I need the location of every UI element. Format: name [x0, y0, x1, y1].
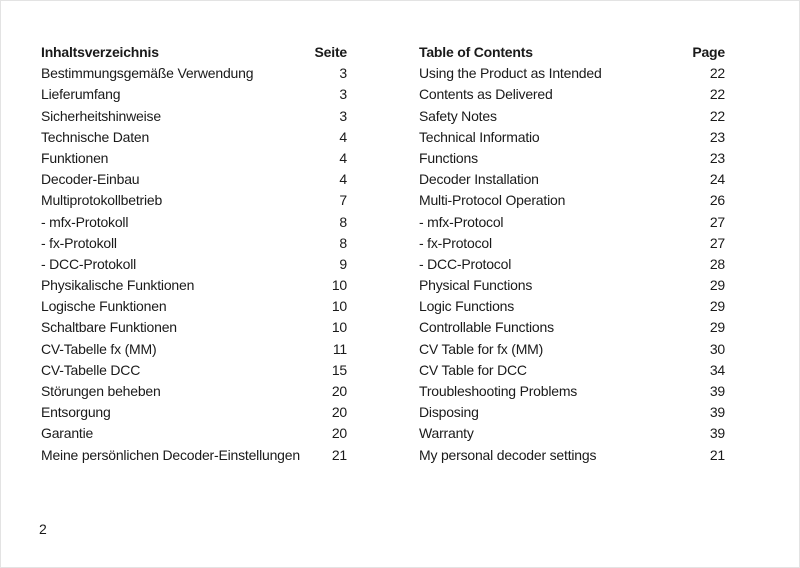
toc-entry	[419, 445, 725, 466]
toc-entry-page: 39	[709, 383, 725, 399]
toc-entry	[41, 127, 347, 148]
toc-entry-page: 23	[709, 149, 725, 166]
toc-entry-page: 3	[339, 86, 347, 103]
toc-entry	[419, 233, 725, 254]
toc-entry-label: Entsorgung	[41, 404, 111, 421]
toc-entry	[419, 275, 725, 296]
toc-entry-label: Disposing	[419, 404, 479, 421]
toc-entry	[419, 360, 725, 381]
toc-entry-page: 11	[332, 340, 347, 357]
toc-entry-label: Physikalische Funktionen	[41, 277, 195, 294]
toc-entry-page: 4	[339, 149, 347, 166]
toc-entry-page: 20	[331, 383, 347, 399]
toc-entry	[419, 402, 725, 423]
toc-entry-page: 4	[339, 128, 347, 145]
toc-page-label-english: Page	[692, 44, 725, 60]
toc-entry-label: CV-Tabelle DCC	[41, 361, 141, 378]
toc-entry	[419, 190, 725, 211]
toc-entry-page: 29	[709, 277, 725, 294]
toc-entry-label: Technische Daten	[41, 128, 150, 145]
toc-entry-label: Logische Funktionen	[41, 298, 167, 315]
toc-entry-label: - mfx-Protocol	[419, 213, 504, 230]
toc-entry	[419, 63, 725, 84]
toc-entry-label: Sicherheitshinweise	[41, 107, 161, 124]
toc-entry-page: 23	[709, 128, 725, 145]
toc-entry	[419, 254, 725, 275]
toc-entry-page: 3	[339, 65, 347, 82]
toc-column-english	[419, 42, 725, 466]
toc-entry-label: Functions	[419, 149, 478, 166]
toc-entry	[41, 275, 347, 296]
toc-entry	[41, 212, 347, 233]
toc-entry-page: 8	[339, 213, 347, 230]
toc-entry-page: 22	[709, 107, 725, 124]
toc-entry	[41, 402, 347, 423]
toc-entry-label: - fx-Protokoll	[41, 234, 117, 251]
toc-entry	[419, 212, 725, 233]
toc-entry-page: 34	[709, 361, 725, 378]
toc-entry	[41, 190, 347, 211]
toc-entry	[41, 233, 347, 254]
toc-entry-label: Decoder-Einbau	[41, 171, 140, 188]
toc-entry-label: Multiprotokollbetrieb	[41, 192, 163, 209]
toc-entry-page: 28	[709, 255, 725, 272]
toc-entry	[41, 445, 347, 466]
toc-entry	[41, 84, 347, 105]
toc-entries-german	[41, 63, 347, 466]
toc-entry	[419, 106, 725, 127]
toc-entry	[419, 148, 725, 169]
toc-title-english: Table of Contents	[419, 44, 533, 60]
toc-entry-page: 8	[339, 234, 347, 251]
toc-entry	[41, 254, 347, 275]
toc-entry-page: 10	[331, 298, 347, 315]
toc-entry	[41, 360, 347, 381]
toc-entry-page: 10	[331, 319, 347, 336]
toc-entry-label: Meine persönlichen Decoder-Einstellungen	[41, 446, 300, 463]
toc-entry-label: Garantie	[41, 425, 94, 442]
toc-entry-page: 29	[709, 298, 725, 315]
toc-entry-label: Störungen beheben	[41, 383, 161, 399]
toc-entry	[419, 169, 725, 190]
toc-entry-label: Schaltbare Funktionen	[41, 319, 177, 336]
toc-entry	[419, 296, 725, 317]
toc-entry-page: 27	[709, 213, 725, 230]
toc-entry	[41, 169, 347, 190]
toc-entry-page: 22	[709, 65, 725, 82]
toc-entry-page: 21	[331, 446, 347, 463]
toc-entry-label: Decoder Installation	[419, 171, 539, 188]
toc-entry	[41, 106, 347, 127]
toc-entry-label: Safety Notes	[419, 107, 497, 124]
toc-entry-page: 9	[339, 255, 347, 272]
toc-entries-english	[419, 63, 725, 466]
toc-entry-page: 26	[709, 192, 725, 209]
toc-entry	[41, 381, 347, 402]
toc-entry	[41, 339, 347, 360]
toc-entry-label: CV Table for fx (MM)	[419, 340, 544, 357]
toc-entry	[419, 84, 725, 105]
toc-entry-page: 30	[709, 340, 725, 357]
toc-entry-label: Troubleshooting Problems	[419, 383, 578, 399]
toc-entry-page: 7	[339, 192, 347, 209]
toc-entry-page: 29	[709, 319, 725, 336]
toc-entry-page: 27	[709, 234, 725, 251]
toc-entry-page: 20	[331, 404, 347, 421]
toc-entry-page: 24	[709, 171, 725, 188]
toc-entry-label: Physical Functions	[419, 277, 533, 294]
toc-entry	[419, 423, 725, 444]
toc-entry-label: Warranty	[419, 425, 474, 442]
toc-entry-label: Bestimmungsgemäße Verwendung	[41, 65, 254, 82]
page-number: 2	[39, 521, 47, 537]
toc-entry-page: 4	[339, 171, 347, 188]
toc-header-german	[41, 42, 347, 63]
toc-entry-page: 21	[709, 446, 725, 463]
toc-entry-label: Multi-Protocol Operation	[419, 192, 566, 209]
toc-entry-label: Using the Product as Intended	[419, 65, 602, 82]
toc-entry-label: CV Table for DCC	[419, 361, 527, 378]
toc-column-german	[41, 42, 347, 466]
toc-entry	[41, 63, 347, 84]
toc-entry-page: 22	[709, 86, 725, 103]
toc-entry-page: 39	[709, 425, 725, 442]
toc-entry-page: 39	[709, 404, 725, 421]
toc-header-english	[419, 42, 725, 63]
toc-entry-page: 20	[331, 425, 347, 442]
toc-entry-label: My personal decoder settings	[419, 446, 597, 463]
toc-page-label-german: Seite	[314, 44, 347, 60]
toc-title-german: Inhaltsverzeichnis	[41, 44, 159, 60]
toc-entry-label: Logic Functions	[419, 298, 515, 315]
toc-entry-page: 15	[331, 361, 347, 378]
toc-entry-label: Lieferumfang	[41, 86, 121, 103]
toc-entry-label: - DCC-Protocol	[419, 255, 512, 272]
toc-entry	[419, 127, 725, 148]
toc-entry	[419, 339, 725, 360]
toc-entry	[41, 423, 347, 444]
toc-entry-label: Technical Informatio	[419, 128, 540, 145]
toc-entry-label: Contents as Delivered	[419, 86, 553, 103]
toc-entry-label: CV-Tabelle fx (MM)	[41, 340, 157, 357]
toc-entry-label: - mfx-Protokoll	[41, 213, 129, 230]
toc-entry-page: 3	[339, 107, 347, 124]
toc-entry-label: Controllable Functions	[419, 319, 554, 336]
toc-entry-label: Funktionen	[41, 149, 109, 166]
toc-entry	[419, 381, 725, 402]
toc-entry-page: 10	[331, 277, 347, 294]
toc-entry	[41, 317, 347, 338]
toc-entry-label: - fx-Protocol	[419, 234, 492, 251]
toc-entry	[419, 317, 725, 338]
toc-entry-label: - DCC-Protokoll	[41, 255, 137, 272]
toc-entry	[41, 148, 347, 169]
toc-entry	[41, 296, 347, 317]
